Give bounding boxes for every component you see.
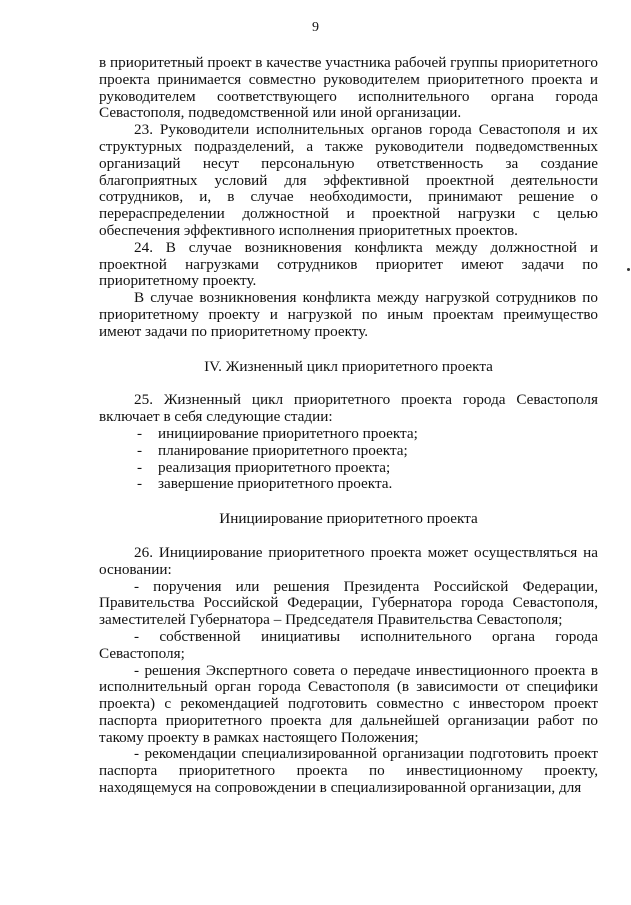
- list-item: [99, 476, 598, 493]
- ground-item: - решения Экспертного совета о передаче инвестиционного проекта в исполнительный орган города Севастополя (в зависимости от специфики проекта) с рекомендацией подготовить совместно с инвестором проект паспорта приоритетного проекта для дальнейшей организации работ по такому проекту в рамках настоящего Положения;: [99, 661, 598, 746]
- stage-text: планирование приоритетного проекта;: [158, 441, 408, 459]
- item-23-paragraph: 23. Руководители исполнительных органов города Севастополя и их структурных подразделений, а также руководители подведомственных организаций несут персональную ответственность за создание благоприятных условий для эффективной проектной деятельности сотрудников, и, в случае необходимости, принимают решение о перераспределении должностной и проектной нагрузки с целью обеспечения эффективного исполнения приоритетных проектов.: [99, 121, 598, 239]
- ground-item: - поручения или решения Президента Российской Федерации, Правительства Российской Федерации, Губернатора города Севастополя, заместителей Губернатора – Председателя Правительства Севастополя;: [99, 577, 598, 629]
- intro-paragraph: в приоритетный проект в качестве участника рабочей группы приоритетного проекта принимается совместно руководителем приоритетного проекта и руководителем соответствующего исполнительного органа города Севастополя, подведомственной или иной организации.: [99, 54, 598, 122]
- bullet-dash: -: [137, 441, 143, 459]
- stage-text: инициирование приоритетного проекта;: [158, 424, 418, 442]
- item-24-continuation: В случае возникновения конфликта между нагрузкой сотрудников по приоритетному проекту и нагрузкой по иным проектам преимущество имеют задачи по приоритетному проекту.: [99, 289, 598, 340]
- page-number: 9: [312, 20, 319, 35]
- list-item: [99, 443, 598, 460]
- ground-item: - рекомендации специализированной организации подготовить проект паспорта приоритетного проекта по инвестиционному проекту, находящемуся на сопровождении в специализированной организации, для: [99, 745, 598, 797]
- section-iv-heading: IV. Жизненный цикл приоритетного проекта: [204, 357, 493, 375]
- list-item: [99, 460, 598, 477]
- bullet-dash: -: [137, 475, 143, 493]
- bullet-dash: -: [137, 458, 143, 476]
- stage-text: завершение приоритетного проекта.: [158, 475, 393, 493]
- stages-list: [99, 426, 598, 493]
- stage-text: реализация приоритетного проекта;: [158, 458, 391, 476]
- list-item: [99, 426, 598, 443]
- item-24-paragraph: 24. В случае возникновения конфликта между должностной и проектной нагрузками сотрудников приоритет имеют задачи по приоритетному проекту.: [99, 238, 598, 290]
- item-25-paragraph: 25. Жизненный цикл приоритетного проекта города Севастополя включает в себя следующие стадии:: [99, 391, 598, 426]
- margin-mark: [627, 268, 630, 271]
- subsection-heading: Инициирование приоритетного проекта: [219, 510, 478, 528]
- item-26-paragraph: 26. Инициирование приоритетного проекта может осуществляться на основании:: [99, 543, 598, 578]
- bullet-dash: -: [137, 424, 143, 442]
- document-body: [99, 55, 598, 797]
- ground-item: - собственной инициативы исполнительного органа города Севастополя;: [99, 627, 598, 662]
